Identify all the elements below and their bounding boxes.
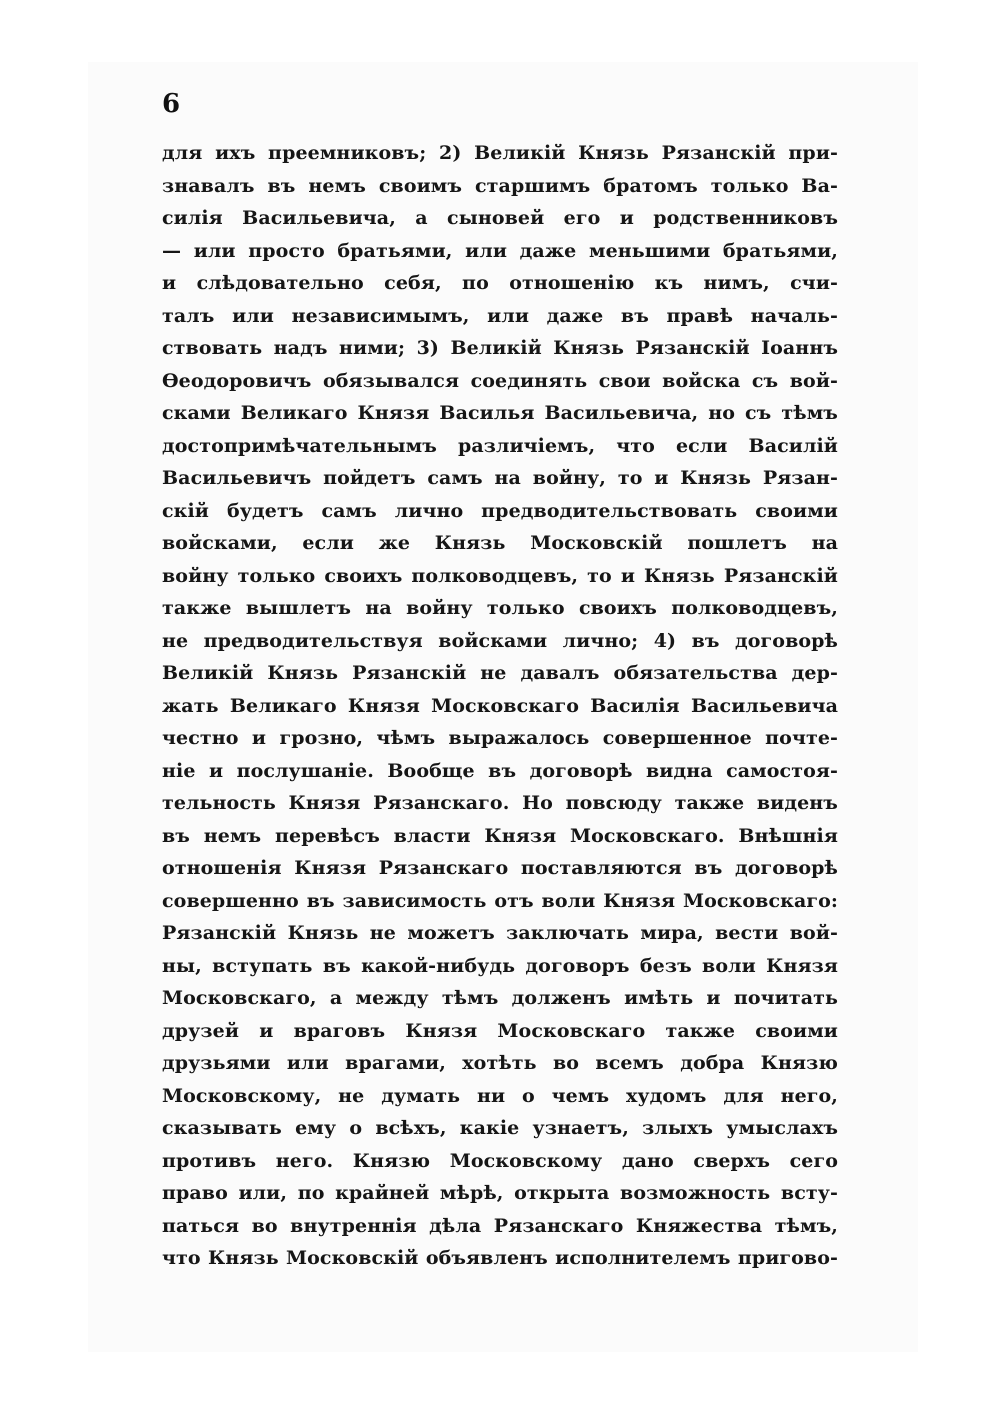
- text-line: Васильевичъ пойдетъ самъ на войну, то и Князь Рязан-: [162, 467, 838, 489]
- text-line: ніе и послушаніе. Вообще въ договорѣ видна самостоя-: [162, 759, 838, 782]
- text-line: право или, по крайней мѣрѣ, открыта возможность всту-: [162, 1182, 838, 1204]
- text-line: войну только своихъ полководцевъ, то и Князь Рязанскій: [162, 564, 838, 587]
- text-line: Рязанскій Князь не можетъ заключать мира, вести вой-: [162, 922, 838, 944]
- text-line: совершенно въ зависимость отъ воли Князя Московскаго:: [162, 889, 838, 912]
- text-line: сказывать ему о всѣхъ, какіе узнаетъ, злыхъ умыслахъ: [162, 1117, 838, 1139]
- text-line: ны, вступать въ какой-нибудь договоръ безъ воли Князя: [162, 954, 838, 977]
- text-line: силія Васильевича, а сыновей его и родственниковъ: [162, 207, 838, 229]
- text-line: и слѣдовательно себя, по отношенію къ нимъ, счи-: [162, 272, 838, 294]
- text-line: войсками, если же Князь Московскій пошлетъ на: [162, 532, 838, 554]
- text-line: честно и грозно, чѣмъ выражалось совершенное почте-: [162, 727, 838, 749]
- text-line: талъ или независимымъ, или даже въ правѣ началь-: [162, 304, 838, 327]
- text-line: паться во внутреннія дѣла Рязанскаго Княжества тѣмъ,: [162, 1214, 838, 1237]
- body-text: [162, 137, 838, 1275]
- text-line: Великій Князь Рязанскій не давалъ обязательства дер-: [162, 662, 838, 684]
- text-line: что Князь Московскій объявленъ исполнителемъ пригово-: [162, 1247, 838, 1269]
- text-line: ствовать надъ ними; 3) Великій Князь Рязанскій Іоаннъ: [162, 337, 838, 359]
- text-line: друзей и враговъ Князя Московскаго также своими: [162, 1019, 838, 1042]
- text-line: противъ него. Князю Московскому дано сверхъ сего: [162, 1149, 838, 1172]
- text-line: знавалъ въ немъ своимъ старшимъ братомъ только Ва-: [162, 174, 838, 197]
- text-line: тельность Князя Рязанскаго. Но повсюду также виденъ: [162, 792, 838, 814]
- text-line: Өеодоровичъ обязывался соединять свои войска съ вой-: [162, 369, 838, 392]
- text-line: для ихъ преемниковъ; 2) Великій Князь Рязанскій при-: [162, 142, 838, 164]
- text-line: въ немъ перевѣсъ власти Князя Московскаго. Внѣшнія: [162, 824, 838, 847]
- text-line: — или просто братьями, или даже меньшими братьями,: [162, 239, 838, 262]
- page-number: 6: [162, 89, 181, 119]
- text-line: также вышлетъ на войну только своихъ полководцевъ,: [162, 597, 838, 619]
- text-line: друзьями или врагами, хотѣть во всемъ добра Князю: [162, 1052, 838, 1074]
- text-line: скій будетъ самъ лично предводительствовать своими: [162, 499, 838, 522]
- text-line: Московскаго, а между тѣмъ долженъ имѣть и почитать: [162, 987, 838, 1009]
- text-line: отношенія Князя Рязанскаго поставляются въ договорѣ: [162, 857, 838, 879]
- text-line: достопримѣчательнымъ различіемъ, что если Василій: [162, 434, 838, 457]
- text-line: жать Великаго Князя Московскаго Василія Васильевича: [162, 694, 838, 717]
- text-line: Московскому, не думать ни о чемъ худомъ для него,: [162, 1084, 838, 1107]
- text-line: сками Великаго Князя Василья Васильевича, но съ тѣмъ: [162, 402, 838, 424]
- text-line: не предводительствуя войсками лично; 4) въ договорѣ: [162, 629, 838, 652]
